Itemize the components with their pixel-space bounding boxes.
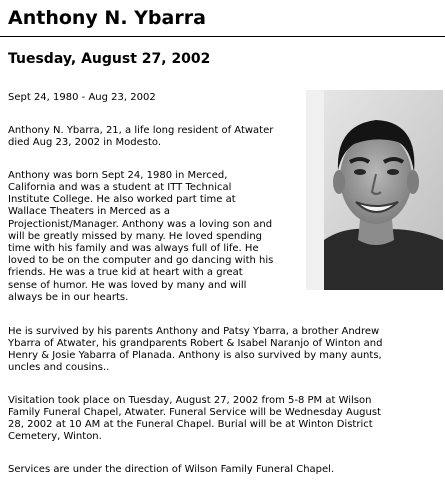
biography-line: sense of humor. He was loved by many and will (8, 280, 247, 291)
life-dates: Sept 24, 1980 - Aug 23, 2002 (8, 92, 156, 103)
biography-line: Projectionist/Manager. Anthony was a loving son and (8, 219, 273, 230)
biography-line: always be in our hearts. (8, 292, 129, 303)
biography-line: loved to be on the computer and go dancing with his (8, 255, 274, 266)
publication-date: Tuesday, August 27, 2002 (8, 51, 211, 67)
biography-line: will be greatly missed by many. He loved spending (8, 231, 263, 242)
intro-line: Anthony N. Ybarra, 21, a life long resident of Atwater (8, 125, 274, 136)
survivors-line: He is survived by his parents Anthony and Patsy Ybarra, a brother Andrew (8, 326, 380, 337)
survivors-line: uncles and cousins.. (8, 362, 110, 373)
biography-line: Wallace Theaters in Merced as a (8, 206, 170, 217)
header-divider (0, 36, 445, 37)
services-line: Cemetery, Winton. (8, 431, 102, 442)
services-line: 28, 2002 at 10 AM at the Funeral Chapel. Burial will be at Winton District (8, 419, 373, 430)
survivors-line: Henry & Josie Yabarra of Planada. Anthony is also survived by many aunts, (8, 350, 382, 361)
funeral-home-note: Services are under the direction of Wilson Family Funeral Chapel. (8, 464, 335, 475)
portrait-photo (306, 90, 443, 290)
biography-line: time with his family and was always full of life. He (8, 243, 259, 254)
deceased-name: Anthony N. Ybarra (8, 7, 206, 29)
biography-line: friends. He was a true kid at heart with a great (8, 267, 243, 278)
biography-line: Anthony was born Sept 24, 1980 in Merced, (8, 170, 228, 181)
intro-line: died Aug 23, 2002 in Modesto. (8, 137, 162, 148)
services-line: Family Funeral Chapel, Atwater. Funeral Service will be Wednesday August (8, 407, 381, 418)
services-line: Visitation took place on Tuesday, August 27, 2002 from 5-8 PM at Wilson (8, 395, 372, 406)
survivors-line: Ybarra of Atwater, his grandparents Robert & Isabel Naranjo of Winton and (8, 338, 383, 349)
biography-line: Institute College. He also worked part time at (8, 194, 236, 205)
biography-line: California and was a student at ITT Technical (8, 182, 232, 193)
